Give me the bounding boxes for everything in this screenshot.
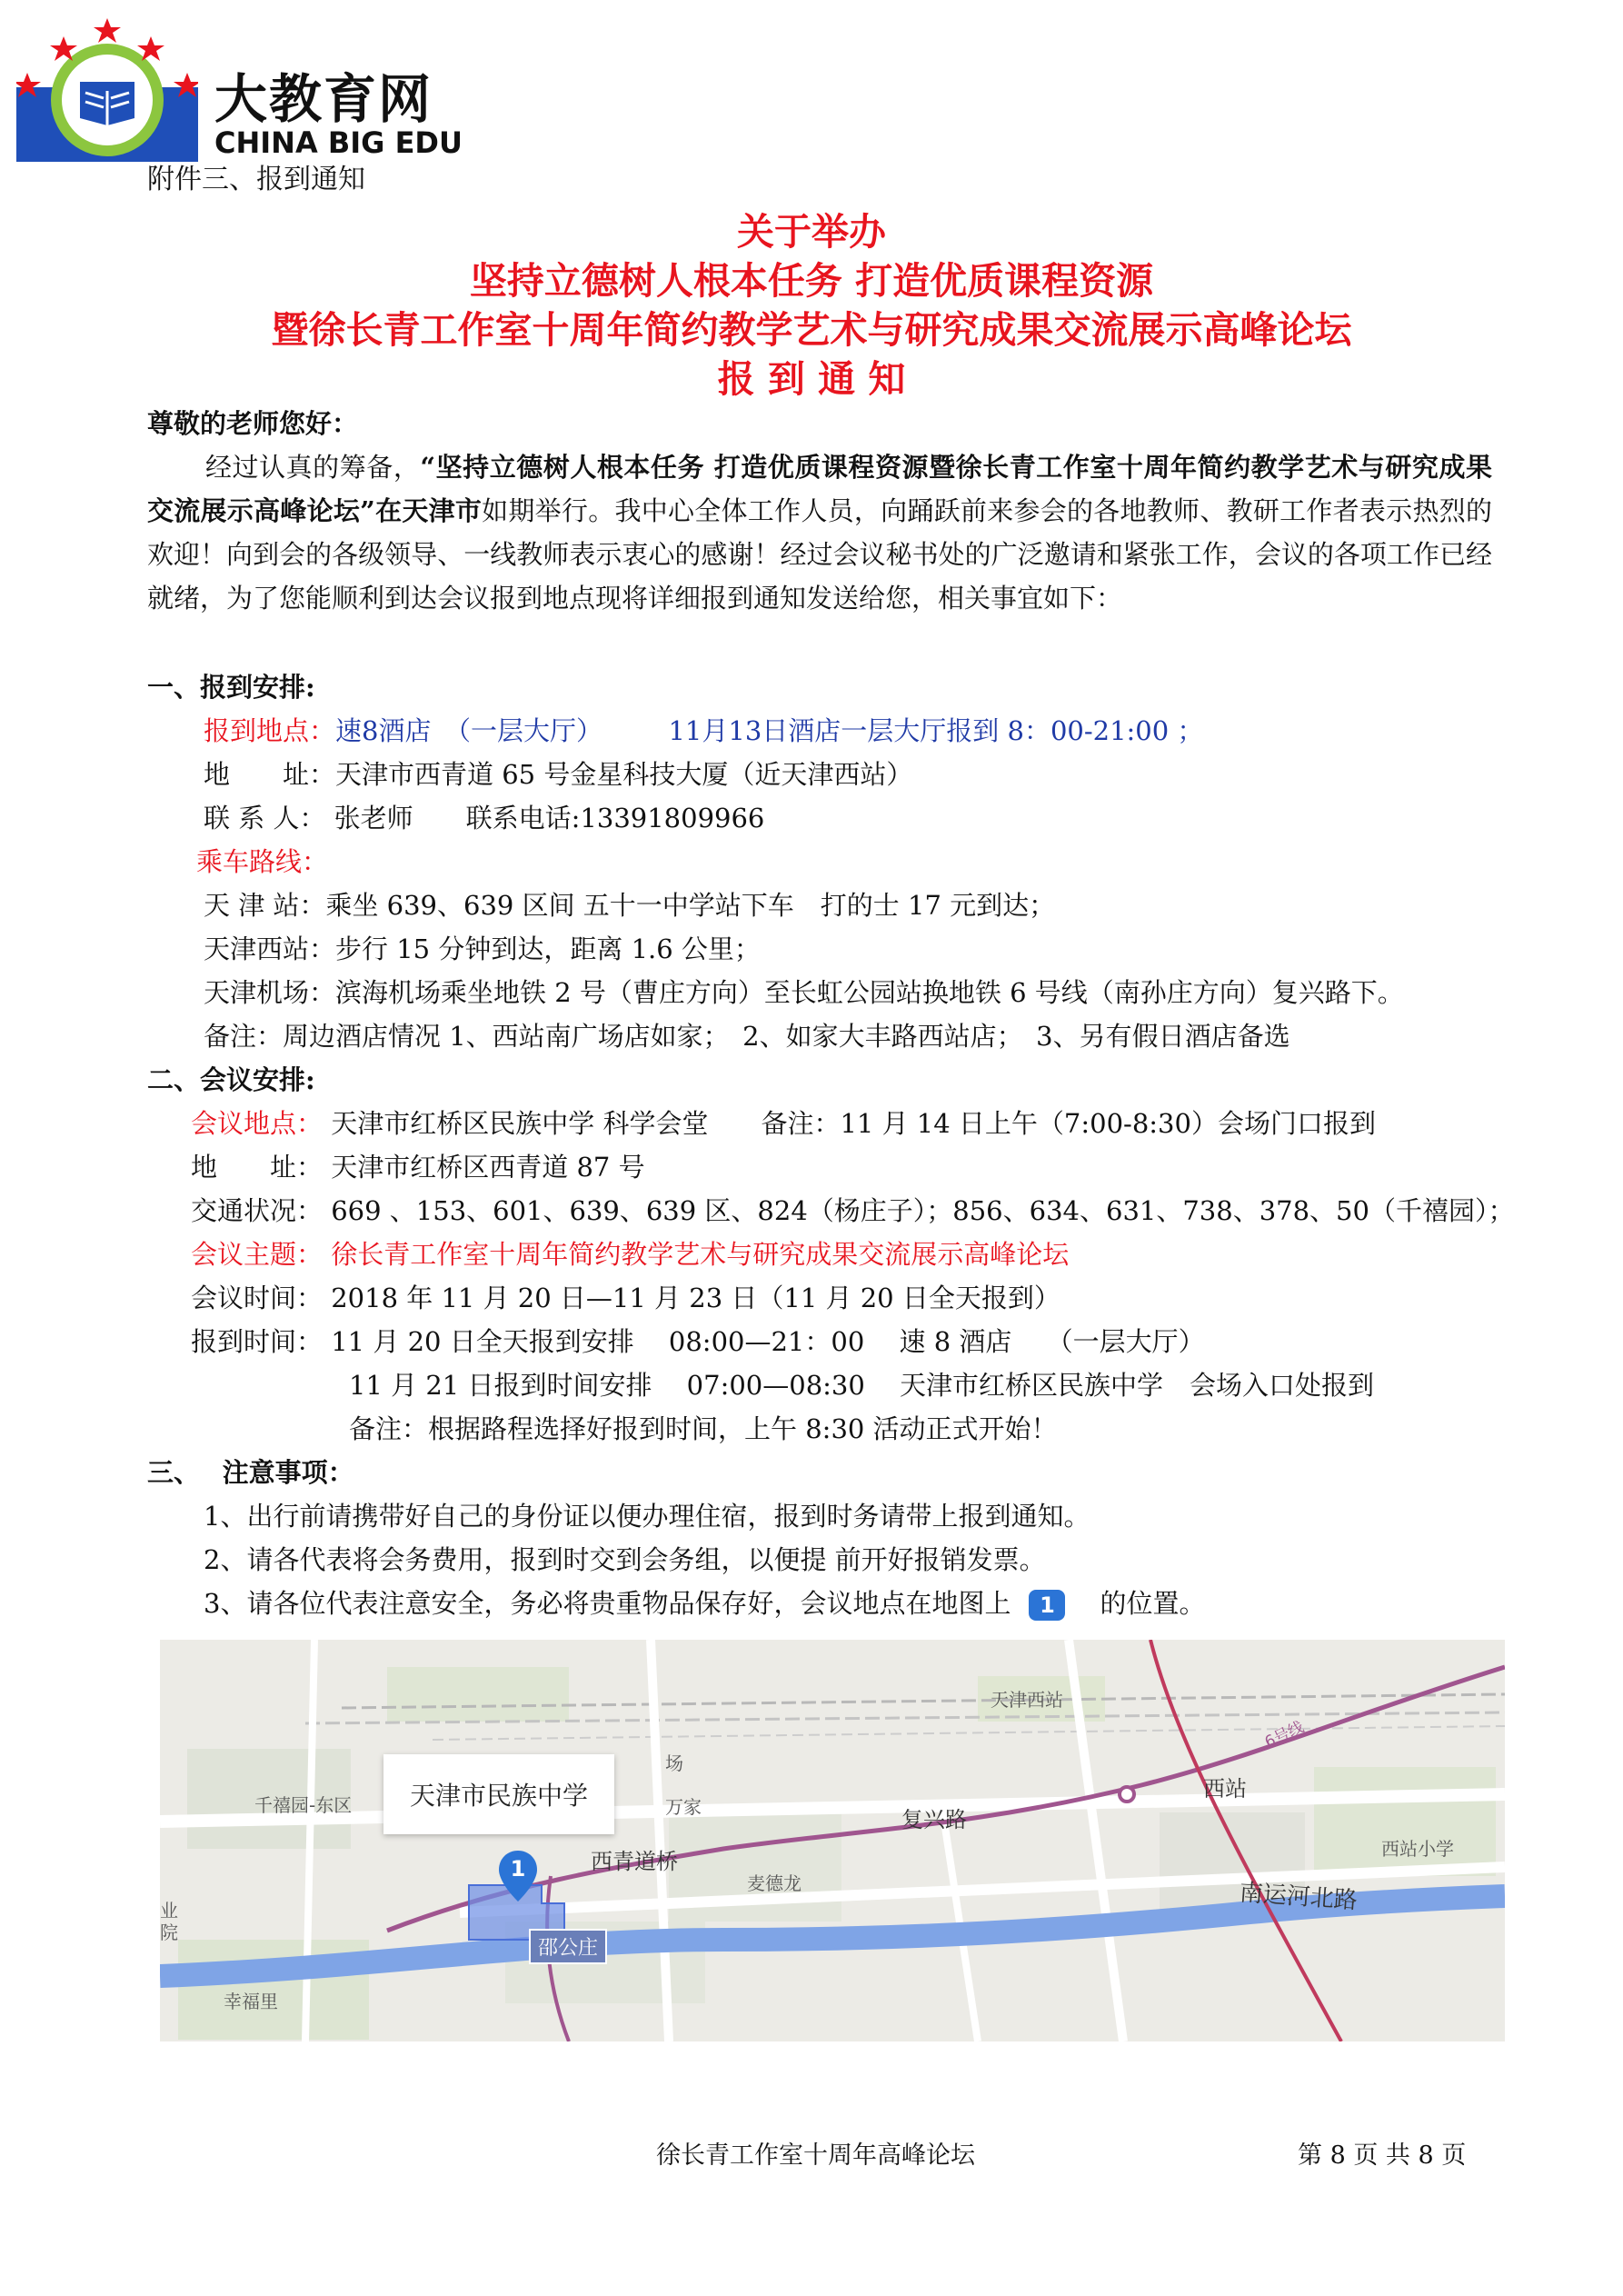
route-tianjin-station-label: 天 津 站： bbox=[204, 890, 326, 921]
map-label-ye: 业 bbox=[160, 1900, 178, 1922]
map-callout bbox=[383, 1754, 614, 1834]
route-tianjin-west-label: 天津西站： bbox=[204, 933, 336, 964]
map-label-xiqingdao: 西青道桥 bbox=[591, 1849, 678, 1874]
section3-heading: 三、 注意事项： bbox=[147, 1457, 354, 1488]
map-marker-inline-number: 1 bbox=[1040, 1592, 1055, 1618]
attachment-label: 附件三、报到通知 bbox=[147, 164, 365, 195]
map-label-maidelong: 麦德龙 bbox=[747, 1872, 802, 1894]
theme-value: 徐长青工作室十周年简约教学艺术与研究成果交流展示高峰论坛 bbox=[323, 1239, 1070, 1270]
footer-title: 徐长青工作室十周年高峰论坛 bbox=[656, 2141, 975, 2170]
map[interactable] bbox=[160, 1640, 1505, 2041]
footer-page-number: 第 8 页 共 8 页 bbox=[1298, 2141, 1467, 2170]
checkin-location-label: 报到地点： bbox=[204, 715, 336, 746]
map-marker-inline-icon bbox=[1029, 1590, 1065, 1621]
map-station-badge-text: 邵公庄 bbox=[538, 1937, 599, 1960]
meeting-time-label: 会议时间： bbox=[191, 1283, 324, 1313]
theme-label: 会议主题： bbox=[191, 1239, 324, 1270]
venue-address-row bbox=[191, 1149, 645, 1185]
contact-row bbox=[204, 800, 764, 836]
title-line-1: 关于举办 bbox=[737, 210, 886, 254]
traffic-row bbox=[191, 1193, 1514, 1229]
logo-name: 大教育网 bbox=[214, 68, 433, 130]
intro-part-3: 如期举行。我中心全体工作人员，向踊跃前来参会的各地教师、教研工作者表示热烈的欢迎！向到会的各级领导、一线教师表示衷心的感谢！经过会议秘书处的广泛邀请和紧张工作，会议的各项工作已经就绪，为了您能顺利到达会议报到地点现将详细报到通知发送给您，相关事宜如下： bbox=[147, 495, 1492, 614]
checkin-location-value: 速8酒店 （一层大厅） 11月13日酒店一层大厅报到 8：00-21:00 ； bbox=[335, 715, 1204, 746]
route-tianjin-west bbox=[204, 931, 761, 967]
route-tianjin-west-value: 步行 15 分钟到达，距离 1.6 公里； bbox=[335, 933, 761, 964]
route-tianjin-station-value: 乘坐 639、639 区间 五十一中学站下车 打的士 17 元到达； bbox=[325, 890, 1056, 921]
logo bbox=[16, 16, 471, 162]
intro-part-1: 经过认真的筹备， bbox=[205, 452, 421, 483]
meeting-time-row bbox=[191, 1280, 1060, 1316]
venue-value: 天津市红桥区民族中学 科学会堂 备注：11 月 14 日上午（7:00-8:30）会场门口报到 bbox=[323, 1108, 1376, 1139]
title-line-2: 坚持立德树人根本任务 打造优质课程资源 bbox=[469, 259, 1154, 303]
map-pin-icon[interactable] bbox=[496, 1849, 540, 1903]
hotel-address-label: 地 址： bbox=[204, 759, 336, 790]
route-airport-label: 天津机场： bbox=[204, 977, 336, 1008]
map-label-line6: 6号线 bbox=[1261, 1718, 1308, 1752]
map-pin-number: 1 bbox=[510, 1856, 526, 1882]
checkin-location-row bbox=[204, 713, 1203, 749]
checkin-time-row-1: 11 月 20 日全天报到安排 08:00—21：00 速 8 酒店 （一层大厅） bbox=[323, 1326, 1205, 1357]
title-line-4: 报 到 通 知 bbox=[717, 357, 906, 401]
traffic-label: 交通状况： bbox=[191, 1195, 324, 1226]
notice-item-1: 1、出行前请携带好自己的身份证以便办理住宿，报到时务请带上报到通知。 bbox=[204, 1501, 1090, 1532]
hotel-note: 备注：周边酒店情况 1、西站南广场店如家； 2、如家大丰路西站店； 3、另有假日酒店备选 bbox=[204, 1021, 1290, 1052]
map-station-badge bbox=[529, 1929, 607, 1964]
hotel-address-row bbox=[204, 756, 912, 793]
route-tianjin-station bbox=[204, 887, 1055, 923]
map-callout-text: 天津市民族中学 bbox=[409, 1781, 588, 1811]
logo-emblem-icon bbox=[16, 16, 198, 162]
theme-row bbox=[191, 1236, 1069, 1273]
hotel-address-value: 天津市西青道 65 号金星科技大厦（近天津西站） bbox=[335, 759, 913, 790]
checkin-note: 备注：根据路程选择好报到时间，上午 8:30 活动正式开始！ bbox=[349, 1413, 1058, 1444]
meeting-time-value: 2018 年 11 月 20 日—11 月 23 日（11 月 20 日全天报到） bbox=[323, 1283, 1060, 1313]
intro-part-2: “坚持立德树人根本任务 打造优质课程资源暨徐长青工作室十周年简约教学艺术与研究成果交流展示高峰论坛”在天津市 bbox=[147, 452, 1492, 526]
map-label-yuan: 院 bbox=[160, 1922, 178, 1943]
map-label-fuxing: 复兴路 bbox=[901, 1807, 967, 1832]
map-label-tianjin-west: 天津西站 bbox=[991, 1689, 1063, 1711]
traffic-value: 669 、153、601、639、639 区、824（杨庄子）；856、634、631、738、378、50（千禧园）； bbox=[323, 1195, 1515, 1226]
venue-address-value: 天津市红桥区西青道 87 号 bbox=[323, 1152, 645, 1183]
route-label: 乘车路线： bbox=[196, 846, 329, 877]
map-label-nanyunhe: 南运河北路 bbox=[1238, 1879, 1359, 1915]
notice-item-3-suffix: 的位置。 bbox=[1100, 1588, 1206, 1619]
section1-heading: 一、报到安排: bbox=[147, 672, 315, 703]
greeting: 尊敬的老师您好： bbox=[147, 408, 359, 439]
map-label-chang: 场 bbox=[665, 1752, 683, 1774]
notice-item-3 bbox=[204, 1585, 1205, 1622]
logo-subtitle: CHINA BIG EDU bbox=[214, 125, 463, 160]
route-airport-value: 滨海机场乘坐地铁 2 号（曹庄方向）至长虹公园站换地铁 6 号线（南孙庄方向）复兴路下。 bbox=[335, 977, 1404, 1008]
checkin-time-label: 报到时间： bbox=[191, 1326, 324, 1357]
contact-label: 联 系 人： bbox=[204, 803, 326, 834]
notice-item-3-text: 3、请各位代表注意安全，务必将贵重物品保存好，会议地点在地图上 bbox=[204, 1588, 1011, 1619]
checkin-time-row-2: 11 月 21 日报到时间安排 07:00—08:30 天津市红桥区民族中学 会场入口处报到 bbox=[349, 1370, 1375, 1401]
map-label-xizhan: 西站 bbox=[1203, 1776, 1247, 1802]
section2-heading: 二、会议安排: bbox=[147, 1064, 315, 1095]
venue-row bbox=[191, 1105, 1376, 1142]
contact-value: 张老师 联系电话:13391809966 bbox=[325, 803, 765, 834]
route-airport bbox=[204, 974, 1404, 1011]
map-label-xizhan-school: 西站小学 bbox=[1381, 1838, 1454, 1860]
intro-paragraph bbox=[147, 445, 1492, 620]
checkin-time-row bbox=[191, 1323, 1205, 1360]
map-label-xingfu: 幸福里 bbox=[224, 1991, 278, 2012]
map-graphic bbox=[160, 1640, 1505, 2041]
venue-address-label: 地 址： bbox=[191, 1152, 324, 1183]
map-label-wanjia: 万家 bbox=[665, 1796, 702, 1818]
title-line-3: 暨徐长青工作室十周年简约教学艺术与研究成果交流展示高峰论坛 bbox=[271, 308, 1352, 352]
venue-label: 会议地点： bbox=[191, 1108, 324, 1139]
map-label-qianxi: 千禧园-东区 bbox=[254, 1794, 353, 1816]
notice-item-2: 2、请各代表将会务费用，报到时交到会务组，以便提 前开好报销发票。 bbox=[204, 1544, 1046, 1575]
